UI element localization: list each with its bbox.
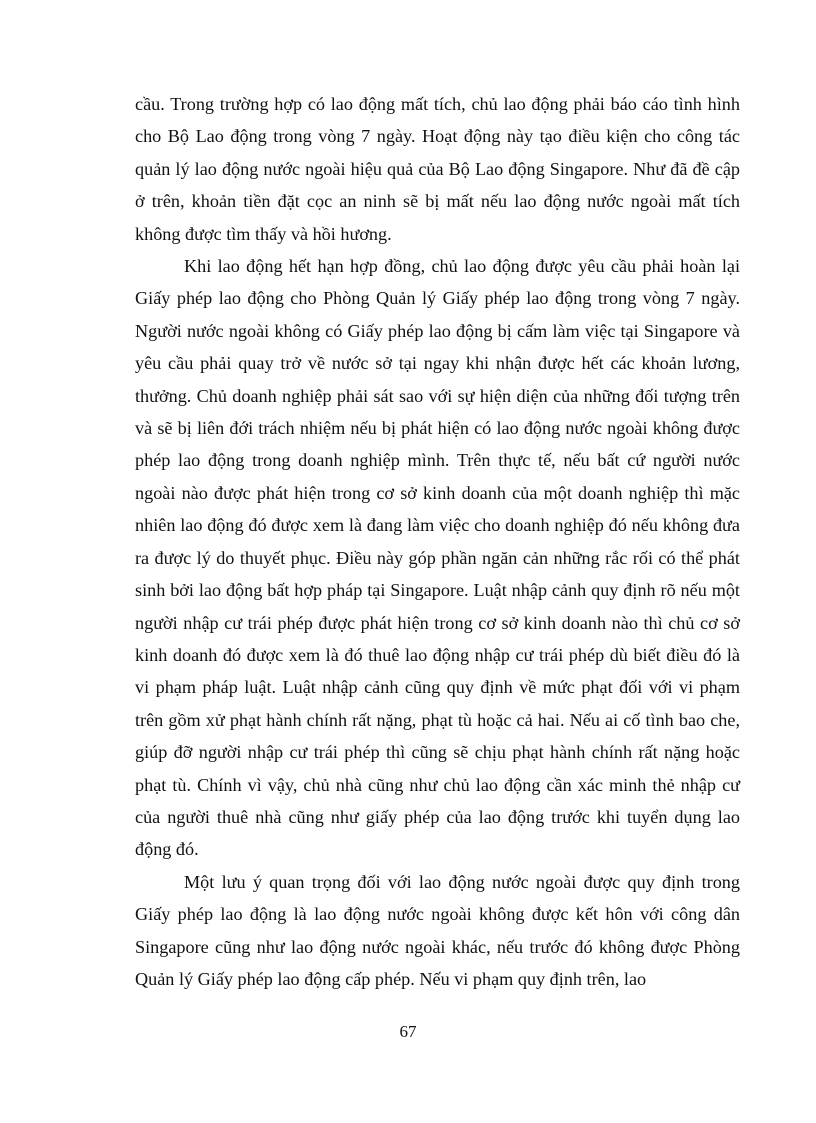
paragraph-3: Một lưu ý quan trọng đối với lao động nước ngoài được quy định trong Giấy phép lao động là lao động nước ngoài không được kết hôn với công dân Singapore cũng như lao động nước ngoài khác, nếu trước đó không được Phòng Quản lý Giấy phép lao động cấp phép. Nếu vi phạm quy định trên, lao (135, 871, 740, 989)
paragraph-2: Khi lao động hết hạn hợp đồng, chủ lao động được yêu cầu phải hoàn lại Giấy phép lao động cho Phòng Quản lý Giấy phép lao động trong vòng 7 ngày. Người nước ngoài không có Giấy phép lao động bị cấm làm việc tại Singapore và yêu cầu phải quay trở về nước sở tại ngay khi nhận được hết các khoản lương, thưởng. Chủ doanh nghiệp phải sát sao với sự hiện diện của những đối tượng trên và sẽ bị liên đới trách nhiệm nếu bị phát hiện có lao động nước ngoài không được phép lao động trong doanh nghiệp mình. Trên thực tế, nếu bất cứ người nước ngoài nào được phát hiện trong cơ sở kinh doanh của một doanh nghiệp thì mặc nhiên lao động đó được xem là đang làm việc cho doanh nghiệp đó nếu không đưa ra được lý do thuyết phục. Điều này góp phần ngăn cản những rắc rối có thể phát sinh bởi lao động bất hợp pháp tại Singapore. Luật nhập cảnh quy định rõ nếu một người nhập cư trái phép được phát hiện trong cơ sở kinh doanh nào thì chủ cơ sở kinh doanh đó được xem là đó thuê lao động nhập cư trái phép dù biết điều đó là vi phạm pháp luật. Luật nhập cảnh cũng quy định về mức phạt đối với vi phạm trên gồm xử phạt hành chính rất nặng, phạt tù hoặc cả hai. Nếu ai cố tình bao che, giúp đỡ người nhập cư trái phép thì cũng sẽ chịu phạt hành chính rất nặng hoặc phạt tù. Chính vì vậy, chủ nhà cũng như chủ lao động cần xác minh thẻ nhập cư của người thuê nhà cũng như giấy phép của lao động trước khi tuyển dụng lao động đó. (135, 256, 740, 860)
page-number: 67 (399, 1022, 417, 1041)
body-text (135, 88, 740, 995)
paragraph-1: cầu. Trong trường hợp có lao động mất tích, chủ lao động phải báo cáo tình hình cho Bộ Lao động trong vòng 7 ngày. Hoạt động này tạo điều kiện cho công tác quản lý lao động nước ngoài hiệu quả của Bộ Lao động Singapore. Như đã đề cập ở trên, khoản tiền đặt cọc an ninh sẽ bị mất nếu lao động nước ngoài mất tích không được tìm thấy và hồi hương. (135, 94, 740, 244)
